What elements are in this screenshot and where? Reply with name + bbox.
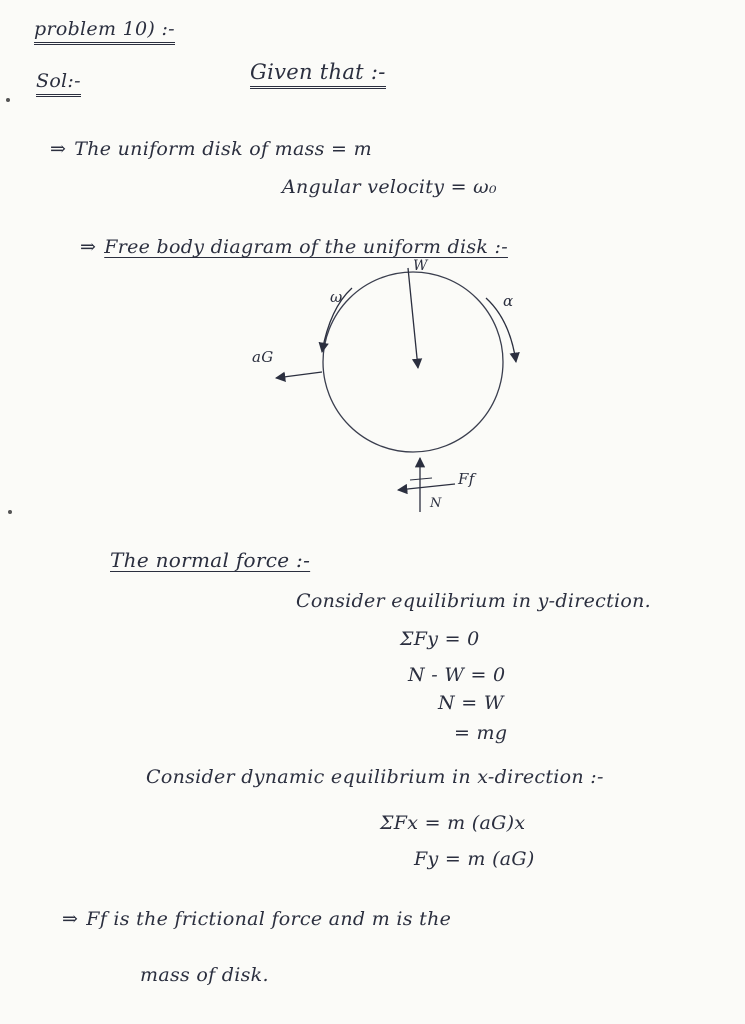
label-W: W	[413, 258, 428, 274]
fbd-heading: ⇒ Free body diagram of the uniform disk :-	[80, 236, 508, 258]
equation-mg: = mg	[454, 722, 508, 744]
friction-arrow	[398, 484, 455, 490]
note-line-1: ⇒ Ff is the frictional force and m is the	[62, 908, 452, 930]
solution-label: Sol:-	[36, 70, 81, 92]
equation-fy: Fy = m (aG)	[414, 848, 535, 870]
consider-x-line: Consider dynamic equilibrium in x-direction :-	[146, 766, 604, 788]
note-line-2: mass of disk.	[140, 964, 269, 986]
margin-dot	[8, 510, 12, 514]
acceleration-arrow	[276, 372, 322, 378]
implies-arrow-icon: ⇒	[80, 236, 97, 258]
implies-arrow-icon: ⇒	[62, 908, 79, 930]
implies-arrow-icon: ⇒	[50, 138, 67, 160]
given-heading: Given that :-	[250, 60, 386, 84]
equation-n-minus-w: N - W = 0	[408, 664, 506, 686]
margin-dot	[6, 98, 10, 102]
label-omega: ω	[330, 288, 343, 306]
equation-sum-fy: ΣFy = 0	[400, 628, 480, 650]
equation-sum-fx: ΣFx = m (aG)x	[380, 812, 526, 834]
label-Ff: Ff	[458, 470, 475, 488]
given-line-angular-velocity: Angular velocity = ω₀	[282, 176, 497, 198]
disk-circle	[323, 272, 503, 452]
consider-y-line: Consider equilibrium in y-direction.	[296, 590, 651, 612]
label-alpha: α	[503, 292, 514, 310]
problem-title: problem 10) :-	[34, 18, 175, 40]
contact-line	[410, 478, 432, 480]
equation-n-equals-w: N = W	[438, 692, 504, 714]
weight-arrow	[408, 268, 418, 368]
given-line-mass: ⇒ The uniform disk of mass = m	[50, 138, 372, 160]
normal-force-heading: The normal force :-	[110, 548, 311, 572]
label-aG: aG	[252, 348, 274, 366]
label-N: N	[430, 496, 442, 511]
